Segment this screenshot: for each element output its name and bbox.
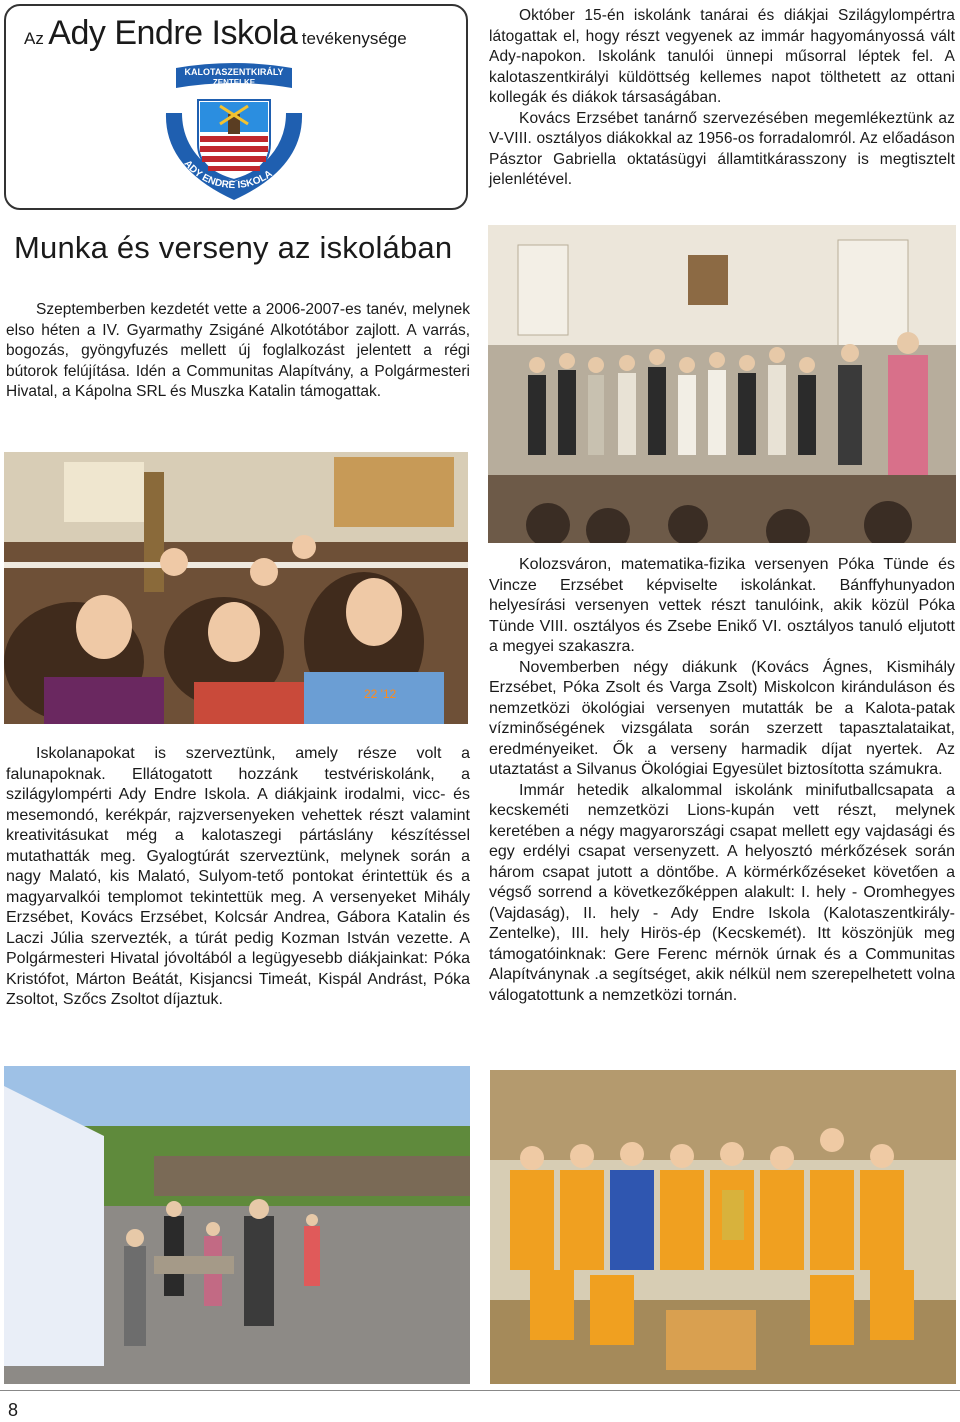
- stage-performance-photo: [488, 225, 956, 543]
- revolution-paragraph: Kovács Erzsébet tanárnő szervezésében megemlékeztünk az V-VIII. osztályos diákokkal az 1956-os forradalomról. Az előadáson Pásztor Gabriella oktatásügyi államtitkárasszony is megtisztelt jelenlétével.: [489, 109, 955, 188]
- section-title: Munka és verseny az iskolában: [14, 230, 453, 265]
- footer-rule: [0, 1390, 960, 1391]
- ady-days-paragraph: Október 15-én iskolánk tanárai és diákjai Szilágylompértra látogattak el, hogy részt vegyenek az immár hagyományossá vált Ady-napokon. Iskolánk tanulói ünnepi műsorral léptek fel. A kalotaszentkirályi küldöttség kellemes napot tölthetett az ottani kollegák és diákok társaságában.: [489, 7, 955, 106]
- logo-sub-text: ZENTELKE: [212, 78, 256, 87]
- workshop-photo: [4, 452, 468, 724]
- september-text: Szeptemberben kezdetét vette a 2006-2007-es tanév, melynek elso héten a IV. Gyarmathy Zsigáné Alkotótábor zajlott. A varrás, bogozás, gyöngyfuzés mellett új foglalkozást jelentett a régi bútorok felújítása. Idén a Communitas Alapítvány, a Polgármesteri Hivatal, a Kápolna SRL és Muszka Katalin támogattak.: [6, 301, 470, 400]
- logo-top-text: KALOTASZENTKIRÁLY: [184, 67, 284, 77]
- logo-ring-text: ADY ENDRE ISKOLA: [181, 158, 275, 192]
- school-logo: [154, 58, 314, 208]
- math-competition-paragraph: Kolozsváron, matematika-fizika versenyen Póka Tünde és Vincze Erzsébet képviselte iskolánkat. Bánffyhunyadon helyesírási versenyen vettek részt tanulóink, akik közül Póka Tünde VIII. osztályos és Zsebe Enikő VI. osztályos tanuló eljutott a megyei szakaszra.: [489, 556, 955, 655]
- header-box: [4, 4, 468, 210]
- outdoor-event-photo: [4, 1066, 470, 1384]
- competitions-article: [489, 555, 955, 1006]
- football-cup-paragraph: Immár hetedik alkalommal iskolánk minifutballcsapata a kecskeméti nemzetközi Lions-kupán vett részt, melynek keretében a négy magyarországi csapat mellett egy vajdasági és egy erdélyi csapat versenyzett. A helyosztó mérkőzések során három csapat jutott a döntőbe. A körmérkőzéseket követően a végső sorrend a következőképpen alakult: I. hely - Oromhegyes (Vajdaság), II. hely - Ady Endre Iskola (Kalotaszentkirály-Zentelke), III. hely Hirös-ép (Kecskemét). Itt köszönjük meg támogatóinknak: Gere Ferenc mérnök úrnak és a Communitas Alapítványnak .a segítséget, akik nélkül nem szerepelhetett volna válogatottunk a nemzetközi tornán.: [489, 781, 955, 1004]
- page-number: 8: [8, 1400, 19, 1420]
- september-paragraph: [6, 300, 470, 403]
- school-days-paragraph: [6, 744, 470, 1011]
- football-team-photo: [490, 1070, 956, 1384]
- top-right-article: [489, 6, 955, 191]
- header-title-line: [24, 14, 407, 53]
- ecology-competition-paragraph: Novemberben négy diákunk (Kovács Ágnes, Kismihály Erzsébet, Póka Zsolt és Varga Zsolt) Miskolcon kiránduláson és nemzetközi ökológiai versenyen mutatták be a Kalota-patak vízminőségének vizsgálata során szerzett tapasztalataikat, eredményeiket. Ők a verseny harmadik díjat nyertek. Az utaztatást a Silvanus Ökológiai Egyesület biztosította számukra.: [489, 658, 955, 778]
- header-suffix: tevékenysége: [301, 29, 407, 48]
- workshop-photo-datestamp: 22 '12: [364, 687, 397, 701]
- school-days-text: Iskolanapokat is szerveztünk, amely része volt a falunapoknak. Ellátogatott hozzánk testvériskolánk, a szilágylompérti Ady Endre Iskola. A diákjaink irodalmi, vicc- és mesemondó, kerékpár, rajzversenyeken vehettek részt valamint kreativitásukat még a kalotaszegi pártáslány készítéssel mutathatták meg. Gyalogtúrát szerveztünk, melynek során a nagy Malató, kis Malató, Sulyom-tető pontokat érintettük és a magyarvalkói templomot tekintettük meg. A versenyeket Mihály Erzsébet, Kovács Erzsébet, Kolcsár Andrea, Gábora Katalin és Laczi Júlia szervezték, a túrát pedig Kozman István vezette. A Polgármesteri Hivatal jóvoltából a legügyesebb diákjainkat: Póka Kristófot, Márton Beátát, Kisjancsi Timeát, Kispál Andrást, Póka Zsoltot, Szőcs Zsoltot díjaztuk.: [6, 745, 470, 1008]
- header-prefix: Az: [24, 29, 44, 48]
- header-title: Ady Endre Iskola: [48, 14, 298, 52]
